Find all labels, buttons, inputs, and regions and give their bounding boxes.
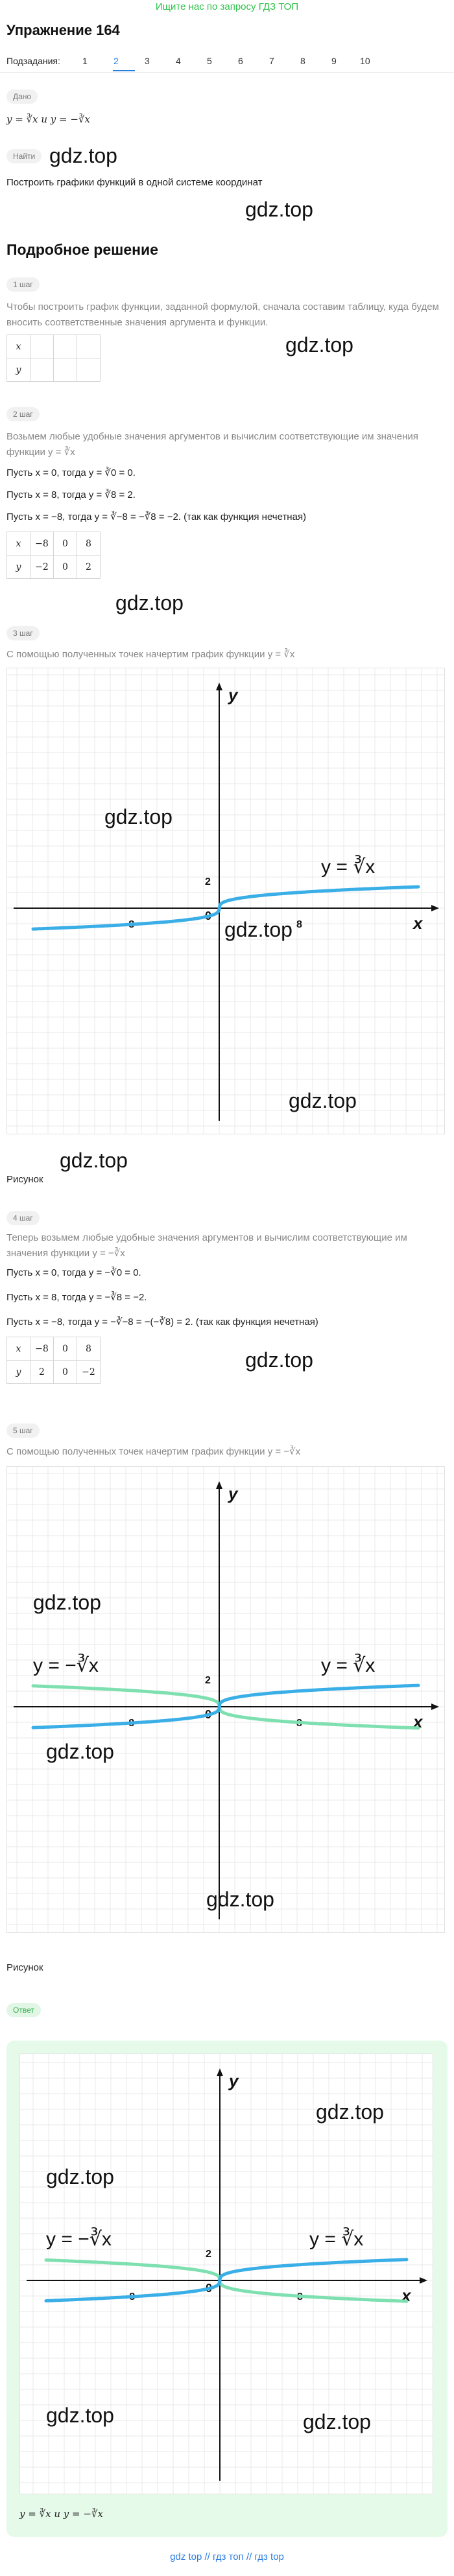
subtask-item-10[interactable]: 10: [360, 56, 370, 66]
y-axis-label: y: [228, 1484, 238, 1503]
watermark: gdz.top: [224, 918, 293, 941]
subtask-item-8[interactable]: 8: [300, 56, 305, 66]
table-cell: 2: [77, 556, 101, 579]
origin-label: 0: [205, 1708, 212, 1721]
table-cell: [77, 335, 101, 358]
footer-link[interactable]: гдз top: [254, 2551, 284, 2562]
watermark: gdz.top: [46, 1740, 114, 1763]
table-cell: 0: [54, 1337, 77, 1361]
table-cell: x: [7, 335, 30, 358]
graph-1-svg: [7, 668, 444, 1134]
subtask-item-2[interactable]: 2: [114, 56, 119, 66]
step1-pill: 1 шаг: [6, 277, 40, 292]
curve-positive-label: y = ∛x: [321, 1655, 376, 1676]
table-cell: 2: [30, 1361, 54, 1384]
divider: [0, 72, 454, 73]
y-axis-arrow: [216, 1481, 222, 1489]
y-axis-label: y: [229, 2071, 239, 2090]
step2-line-1: Пусть x = 0, тогда y = ∛0 = 0.: [6, 467, 136, 478]
step4-table: [6, 1337, 101, 1384]
curve-positive-label: y = ∛x: [321, 856, 376, 878]
subtask-item-7[interactable]: 7: [269, 56, 274, 66]
graph-2-svg: [7, 1467, 444, 1932]
watermark: gdz.top: [104, 805, 173, 828]
table-cell: 0: [54, 532, 77, 556]
x-axis-arrow: [431, 905, 439, 911]
watermark: gdz.top: [60, 1149, 128, 1172]
table-cell: [30, 358, 54, 382]
subtask-item-9[interactable]: 9: [331, 56, 337, 66]
step2-intro: Возьмем любые удобные значения аргументов и вычислим соответствующие им значения функции y = ∛x: [6, 431, 418, 458]
subtask-item-3[interactable]: 3: [145, 56, 150, 66]
table-cell: [54, 335, 77, 358]
subtask-item-4[interactable]: 4: [176, 56, 181, 66]
curve-positive-label: y = ∛x: [309, 2229, 364, 2250]
step4-pill: 4 шаг: [6, 1211, 40, 1225]
step5-text: С помощью полученных точек начертим график функции y = −∛x: [6, 1446, 301, 1457]
table-cell: −8: [30, 1337, 54, 1361]
watermark: gdz.top: [316, 2100, 384, 2124]
subtasks-nav: [6, 53, 381, 69]
table-cell: 8: [77, 532, 101, 556]
y-tick-label: 2: [205, 876, 211, 887]
x-axis-arrow: [431, 1704, 439, 1710]
table-cell: −2: [77, 1361, 101, 1384]
step4-intro: Теперь возьмем любые удобные значения аргументов и вычислим соответствующие им значения функции y = −∛x: [6, 1232, 407, 1259]
active-tab-indicator: [113, 70, 135, 71]
step3-text: С помощью полученных точек начертим график функции y = ∛x: [6, 649, 295, 660]
step1-table: [6, 334, 101, 382]
table-cell: −8: [30, 532, 54, 556]
step4-line-3: Пусть x = −8, тогда y = −∛−8 = −(−∛8) = 2. (так как функция нечетная): [6, 1317, 318, 1328]
curve-negative-label: y = −∛x: [33, 1655, 99, 1676]
x-axis-arrow: [420, 2277, 427, 2284]
top-search-link[interactable]: Ищите нас по запросу ГДЗ ТОП: [155, 1, 299, 12]
given-pill: Дано: [6, 89, 38, 104]
table-cell: [54, 358, 77, 382]
watermark: gdz.top: [49, 144, 117, 167]
x-tick-label: -8: [125, 1718, 135, 1729]
step1-text: Чтобы построить график функции, заданной формулой, сначала составим таблицу, куда будем вносить соответственные значения аргумента и функции.: [6, 301, 439, 328]
step5-pill: 5 шаг: [6, 1423, 40, 1438]
watermark: gdz.top: [289, 1089, 357, 1112]
origin-label: 0: [206, 2282, 213, 2295]
table-cell: [77, 358, 101, 382]
x-axis-label: x: [413, 913, 423, 933]
subtasks-label: Подзадания:: [6, 56, 60, 66]
x-axis-label: x: [413, 1712, 423, 1731]
graph-3-svg: [20, 2054, 433, 2494]
step4-line-1: Пусть x = 0, тогда y = −∛0 = 0.: [6, 1267, 141, 1278]
x-axis-label: x: [401, 2286, 411, 2305]
step2-pill: 2 шаг: [6, 407, 40, 421]
step2-line-2: Пусть x = 8, тогда y = ∛8 = 2.: [6, 489, 136, 500]
answer-formula: y = ∛x и y = −∛x: [19, 2508, 103, 2520]
table-cell: x: [7, 532, 30, 556]
x-tick-label: 8: [296, 1718, 302, 1729]
table-cell: 0: [54, 1361, 77, 1384]
graph-2: [6, 1466, 445, 1933]
step4-line-2: Пусть x = 8, тогда y = −∛8 = −2.: [6, 1292, 147, 1303]
watermark: gdz.top: [115, 591, 184, 615]
answer-pill: Ответ: [6, 2003, 41, 2017]
table-cell: −2: [30, 556, 54, 579]
y-tick-label: 2: [205, 1675, 211, 1686]
x-tick-label: -8: [125, 2291, 136, 2302]
figure-caption: Рисунок: [6, 1174, 43, 1185]
footer-separator: //: [204, 2551, 210, 2562]
x-tick-label: -8: [125, 919, 135, 930]
table-cell: x: [7, 1337, 30, 1361]
footer-links: [0, 2551, 454, 2562]
watermark: gdz.top: [33, 1591, 101, 1614]
watermark: gdz.top: [303, 2410, 371, 2433]
watermark: gdz.top: [245, 1348, 313, 1372]
subtask-item-6[interactable]: 6: [238, 56, 243, 66]
x-tick-label: 8: [296, 919, 302, 930]
step2-line-3: Пусть x = −8, тогда y = ∛−8 = −∛8 = −2. (так как функция нечетная): [6, 511, 307, 522]
subtask-item-1[interactable]: 1: [82, 56, 88, 66]
origin-label: 0: [205, 909, 212, 922]
table-cell: 8: [77, 1337, 101, 1361]
figure-caption: Рисунок: [6, 1962, 43, 1973]
x-tick-label: 8: [297, 2291, 303, 2302]
step2-table: [6, 532, 101, 579]
subtask-item-5[interactable]: 5: [207, 56, 212, 66]
y-tick-label: 2: [206, 2249, 211, 2260]
y-axis-arrow: [217, 2068, 223, 2076]
graph-3: [19, 2054, 433, 2494]
y-axis-label: y: [228, 685, 238, 705]
table-cell: [30, 335, 54, 358]
solution-title: Подробное решение: [6, 241, 158, 258]
table-cell: y: [7, 358, 30, 382]
step3-pill: 3 шаг: [6, 626, 40, 640]
table-cell: 0: [54, 556, 77, 579]
given-formula: y = ∛x и y = −∛x: [6, 113, 90, 125]
watermark: gdz.top: [46, 2404, 114, 2427]
curve-negative-label: y = −∛x: [46, 2229, 112, 2250]
watermark: gdz.top: [285, 333, 353, 357]
watermark: gdz.top: [245, 198, 313, 221]
footer-link[interactable]: gdz top: [170, 2551, 202, 2562]
watermark: gdz.top: [206, 1888, 274, 1911]
y-axis-arrow: [216, 683, 222, 690]
find-pill: Найти: [6, 149, 42, 163]
footer-link[interactable]: гдз топ: [213, 2551, 244, 2562]
table-cell: y: [7, 1361, 30, 1384]
page-title: Упражнение 164: [6, 22, 120, 38]
footer-separator: //: [246, 2551, 252, 2562]
watermark: gdz.top: [46, 2165, 114, 2188]
graph-1: [6, 668, 445, 1134]
table-cell: y: [7, 556, 30, 579]
find-text: Построить графики функций в одной системе координат: [6, 177, 263, 188]
